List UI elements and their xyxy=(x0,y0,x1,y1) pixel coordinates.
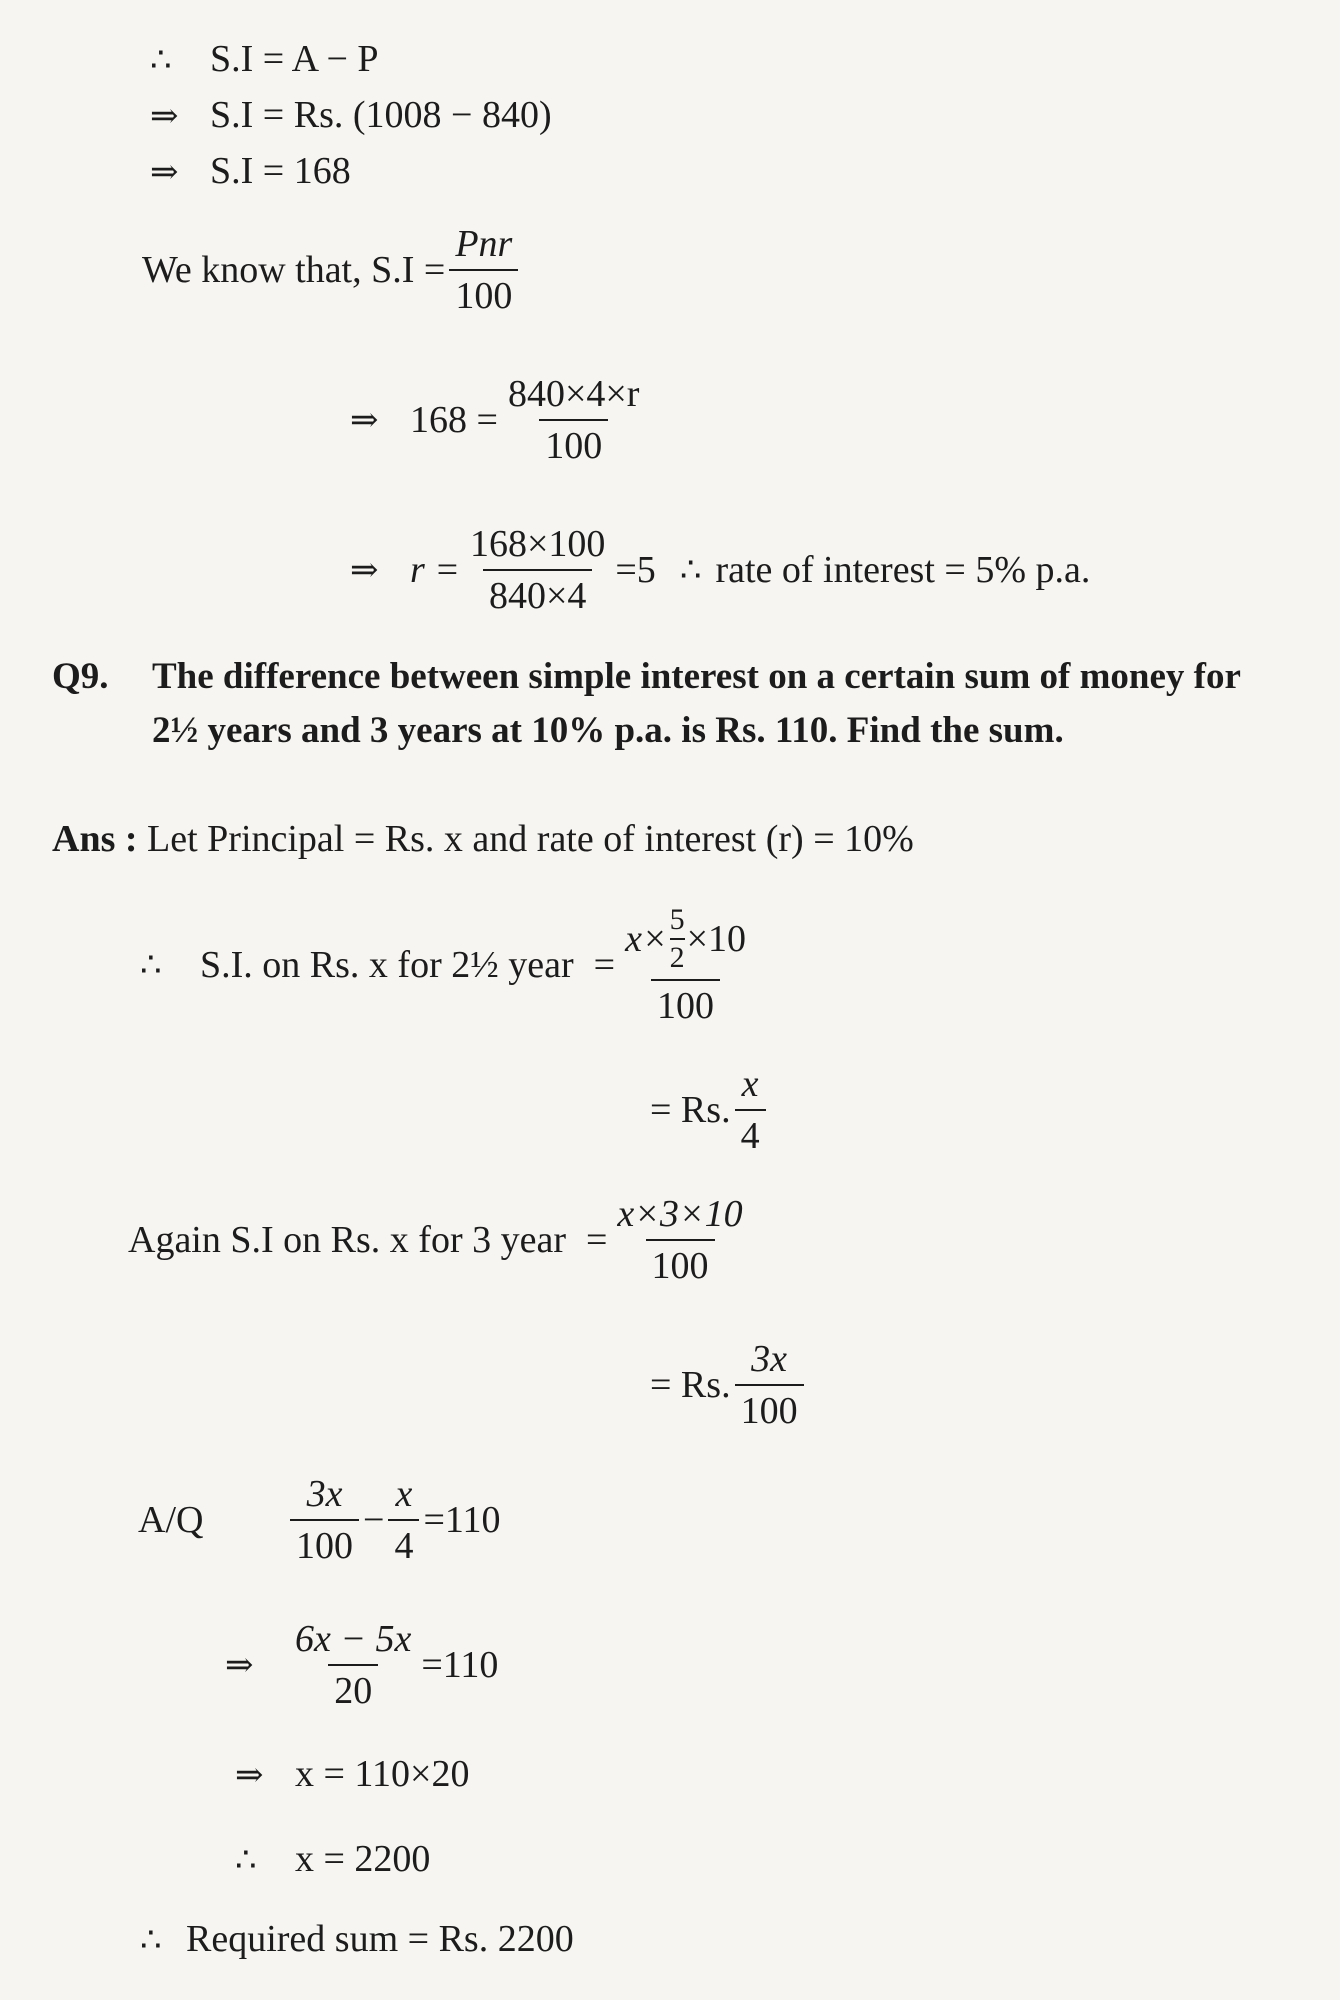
aq-denominator-1: 100 xyxy=(290,1519,359,1565)
aq-fraction-2 xyxy=(388,1475,419,1565)
line-si-formula xyxy=(150,40,379,78)
line-si-value xyxy=(150,96,552,134)
aq-fraction-1 xyxy=(290,1475,359,1565)
implies-icon: ⇒ xyxy=(235,1755,264,1795)
si-3-numerator: x×3×10 xyxy=(617,1193,743,1235)
si-2-5-denominator: 100 xyxy=(651,979,720,1025)
implies-icon: ⇒ xyxy=(350,400,379,440)
si-2-5-result-numerator: x xyxy=(741,1063,759,1105)
implies-icon: ⇒ xyxy=(150,96,179,136)
therefore-icon: ∴ xyxy=(150,40,172,80)
si-2-5-result-line xyxy=(650,1065,770,1155)
question-text: The difference between simple interest on a certain sum of money for 2½ years and 3 years at 10% p.a. is Rs. 110. Find the sum. xyxy=(152,656,1241,751)
si-3-result-fraction xyxy=(735,1340,804,1430)
step-1-right: =110 xyxy=(421,1644,499,1686)
nested-denominator: 2 xyxy=(670,938,685,973)
si-equals-a-minus-p: S.I = A − P xyxy=(210,38,379,80)
formula-denominator: 100 xyxy=(449,269,518,315)
si-2-5-numerator xyxy=(619,905,752,979)
final-answer: Required sum = Rs. 2200 xyxy=(186,1918,574,1960)
si-2-5-result-prefix: = Rs. xyxy=(650,1089,731,1131)
equation-1-left: 168 = xyxy=(410,399,498,441)
equation-1 xyxy=(350,375,649,465)
equation-2-right: =5 xyxy=(615,549,656,591)
equation-1-fraction xyxy=(502,375,646,465)
si-3-fraction xyxy=(611,1195,748,1285)
step-3-line xyxy=(235,1840,430,1878)
si-result: S.I = 168 xyxy=(210,150,351,192)
si-3-result-denominator: 100 xyxy=(735,1384,804,1430)
formula-line xyxy=(142,225,522,315)
si-calculation: S.I = Rs. (1008 − 840) xyxy=(210,94,552,136)
answer-intro: Let Principal = Rs. x and rate of interest (r) = 10% xyxy=(147,818,914,860)
formula-numerator: Pnr xyxy=(455,223,513,265)
equation-2-numerator: 168×100 xyxy=(469,523,606,565)
si-2-5-fraction xyxy=(619,905,752,1025)
aq-denominator-2: 4 xyxy=(388,1519,419,1565)
therefore-icon: ∴ xyxy=(679,550,702,590)
line-si-result xyxy=(150,152,351,190)
nested-numerator: 5 xyxy=(669,903,685,936)
aq-numerator-2: x xyxy=(395,1473,413,1515)
implies-icon: ⇒ xyxy=(150,152,179,192)
answer-label: Ans : xyxy=(52,818,138,860)
answer-intro-line xyxy=(52,820,914,858)
si-3-result-line xyxy=(650,1340,808,1430)
si-2-5-num-part-a: x× xyxy=(625,918,668,960)
aq-line: A/Q $\frac{3x}{100}$ − $\frac{x}{4}$ =110 xyxy=(138,1473,501,1567)
equation-2-denominator: 840×4 xyxy=(483,569,592,615)
step-3: x = 2200 xyxy=(295,1838,431,1880)
step-1-fraction xyxy=(289,1620,417,1710)
therefore-icon: ∴ xyxy=(140,945,162,985)
equation-1-denominator: 100 xyxy=(539,419,608,465)
final-line xyxy=(140,1920,574,1958)
nested-fraction xyxy=(670,905,685,973)
equation-1-numerator: 840×4×r xyxy=(507,373,640,415)
formula-fraction xyxy=(449,225,518,315)
step-1-line xyxy=(225,1620,498,1710)
si-3-result-numerator: 3x xyxy=(751,1338,788,1380)
si-2-5-result-denominator: 4 xyxy=(735,1109,766,1155)
aq-numerator-1: 3x xyxy=(306,1473,343,1515)
step-1-numerator: 6x − 5x xyxy=(295,1618,412,1660)
aq-label: A/Q xyxy=(138,1499,204,1541)
therefore-icon: ∴ xyxy=(235,1840,257,1880)
formula-intro: We know that, S.I = xyxy=(142,249,446,291)
rate-note: rate of interest = 5% p.a. xyxy=(715,549,1091,591)
equation-2-fraction xyxy=(464,525,611,615)
step-2: x = 110×20 xyxy=(295,1753,470,1795)
implies-icon: ⇒ xyxy=(225,1645,254,1685)
step-1-denominator: 20 xyxy=(328,1664,378,1710)
aq-right: =110 xyxy=(423,1499,501,1541)
implies-icon: ⇒ xyxy=(350,550,379,590)
equation-2-left: r = xyxy=(410,549,460,591)
si-3-label: Again S.I on Rs. x for 3 year xyxy=(128,1219,566,1261)
si-2-5-label: S.I. on Rs. x for 2½ year xyxy=(200,944,574,986)
question-q9 xyxy=(52,650,1282,758)
question-number: Q9. xyxy=(52,656,109,697)
si-2-5-num-part-b: ×10 xyxy=(686,918,747,960)
step-2-line xyxy=(235,1755,469,1793)
therefore-icon: ∴ xyxy=(140,1920,162,1960)
si-3-year-line: Again S.I on Rs. x for 3 year = $\frac{x\times 3\times 10}{100}$ xyxy=(128,1195,753,1285)
si-2-5-result-fraction xyxy=(735,1065,766,1155)
si-3-result-prefix: = Rs. xyxy=(650,1364,731,1406)
si-2-5-year-line: ∴ S.I. on Rs. x for 2½ year = x× $\frac{5}{2}$ ×10 100 xyxy=(140,905,756,1025)
si-3-denominator: 100 xyxy=(646,1239,715,1285)
equation-2 xyxy=(350,525,1090,615)
